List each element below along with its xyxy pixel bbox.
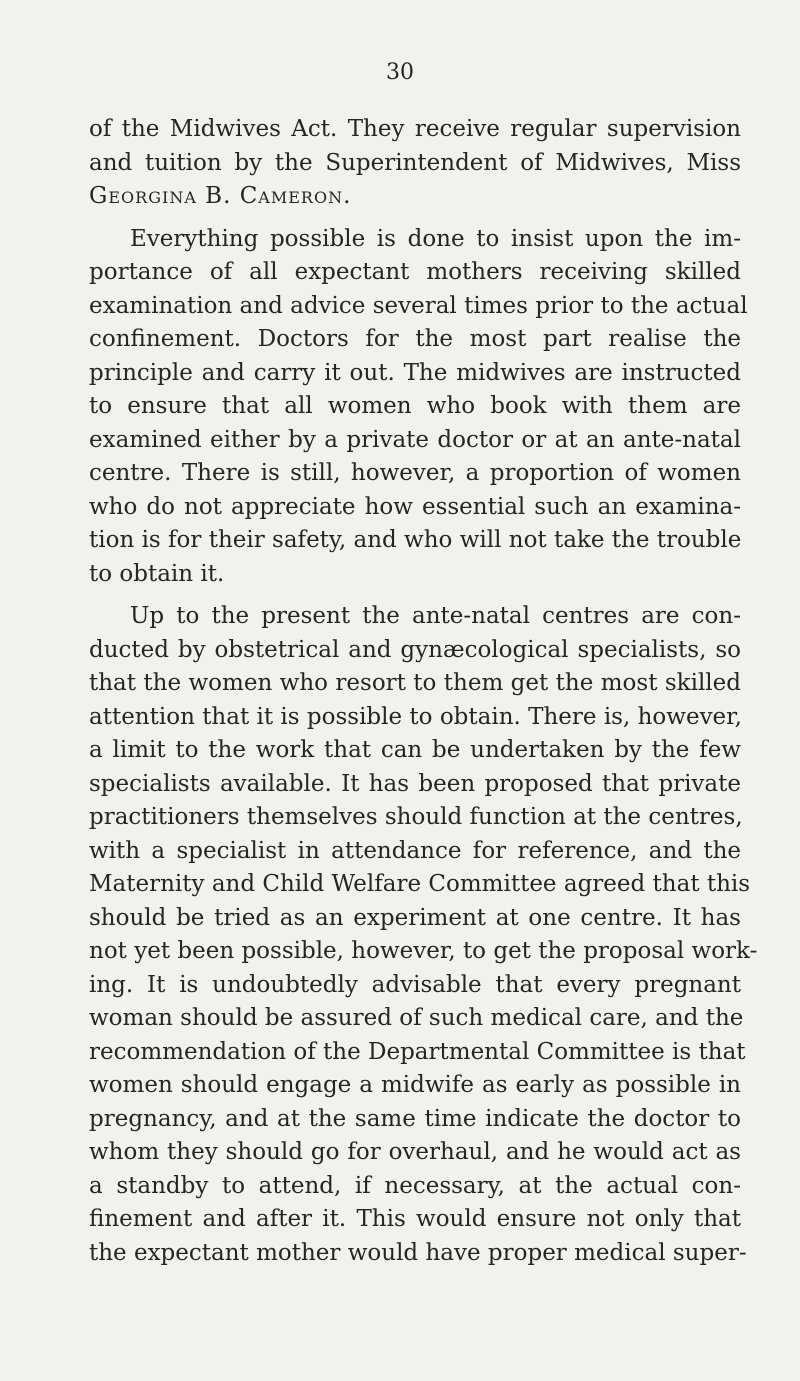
paragraph-2: [89, 223, 748, 592]
text-line: practitioners themselves should function at the centres,: [89, 804, 743, 830]
paragraph-3: [89, 600, 758, 1270]
text-line: specialists available. It has been proposed that private: [89, 770, 741, 797]
text-line: a limit to the work that can be undertaken by the few: [89, 737, 741, 763]
text-line: to ensure that all women who book with them are: [89, 393, 741, 419]
text-line: whom they should go for overhaul, and he would act as: [89, 1139, 741, 1165]
page-number: 30: [386, 60, 414, 85]
text-line: women should engage a midwife as early as possible in: [89, 1072, 741, 1098]
text-line: and tuition by the Superintendent of Midwives, Miss: [89, 149, 741, 176]
text-line: should be tried as an experiment at one centre. It has: [89, 904, 741, 931]
text-line: Maternity and Child Welfare Committee agreed that this: [89, 871, 751, 897]
text-line: Georgina B. Cameron.: [89, 183, 352, 209]
text-line: a standby to attend, if necessary, at the actual con-: [89, 1172, 741, 1199]
text-line: examined either by a private doctor or at an ante-natal: [89, 426, 741, 453]
text-line: ing. It is undoubtedly advisable that every pregnant: [89, 971, 741, 998]
text-line: of the Midwives Act. They receive regular supervision: [89, 116, 741, 142]
text-line: principle and carry it out. The midwives are instructed: [89, 359, 741, 386]
page-body: [89, 113, 758, 1270]
text-line: that the women who resort to them get the most skilled: [89, 670, 741, 696]
text-line: ducted by obstetrical and gynæcological specialists, so: [89, 636, 741, 663]
text-line: attention that it is possible to obtain. There is, however,: [89, 703, 742, 730]
paragraph-1: [89, 113, 741, 214]
text-line: confinement. Doctors for the most part realise the: [89, 326, 741, 352]
text-line: examination and advice several times prior to the actual: [89, 292, 748, 319]
text-line: Up to the present the ante-natal centres are con-: [130, 603, 741, 629]
text-line: Everything possible is done to insist upon the im-: [130, 225, 741, 252]
text-line: tion is for their safety, and who will not take the trouble: [89, 527, 742, 553]
text-line: pregnancy, and at the same time indicate the doctor to: [89, 1105, 741, 1132]
text-line: with a specialist in attendance for reference, and the: [89, 837, 741, 864]
text-line: the expectant mother would have proper medical super-: [89, 1239, 747, 1266]
text-line: who do not appreciate how essential such an examina-: [89, 493, 741, 520]
text-line: portance of all expectant mothers receiving skilled: [89, 259, 741, 285]
text-line: not yet been possible, however, to get the proposal work-: [89, 938, 758, 964]
text-line: recommendation of the Departmental Committee is that: [89, 1038, 746, 1065]
text-line: finement and after it. This would ensure not only that: [89, 1206, 741, 1232]
text-line: centre. There is still, however, a proportion of women: [89, 460, 741, 486]
text-line: woman should be assured of such medical care, and the: [89, 1005, 744, 1031]
text-line: to obtain it.: [89, 560, 225, 587]
